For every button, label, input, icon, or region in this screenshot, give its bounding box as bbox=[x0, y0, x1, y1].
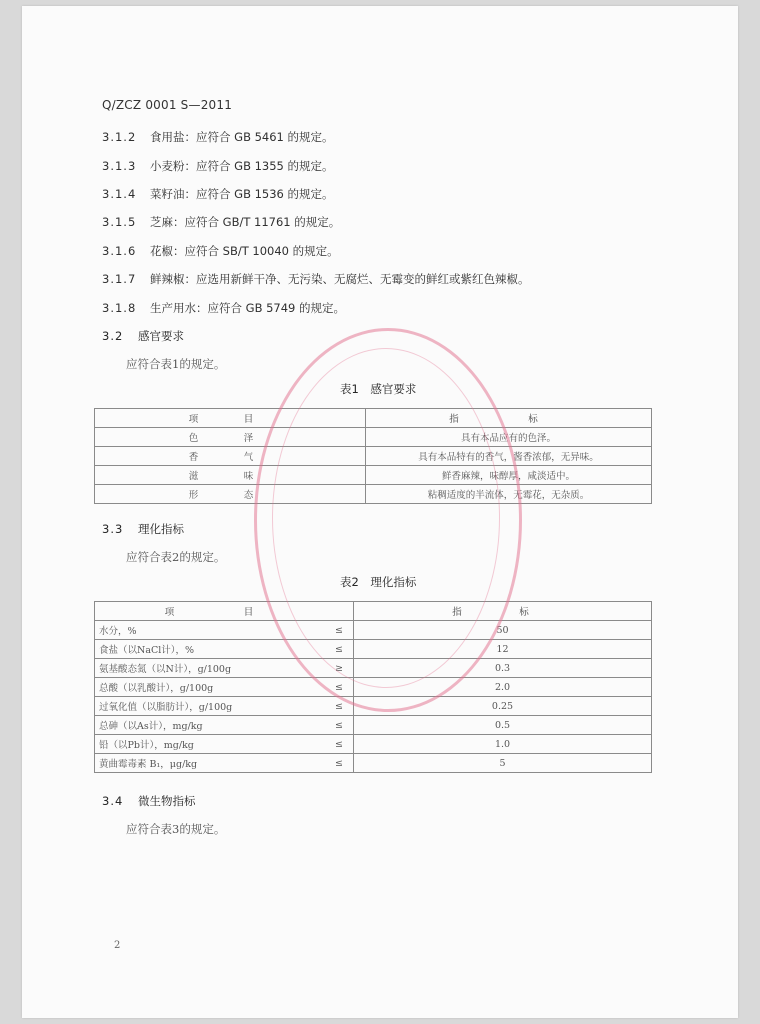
table-cell-value: 5 bbox=[354, 754, 652, 773]
table-cell-item: 食盐（以NaCl计），% bbox=[95, 640, 326, 659]
section-title: 感官要求 bbox=[138, 329, 184, 343]
clause-3-1-5 bbox=[102, 214, 340, 230]
clause-3-1-8 bbox=[102, 300, 345, 316]
table-cell-item: 香 气 bbox=[95, 447, 366, 466]
table-row bbox=[95, 716, 652, 735]
table1-title: 表1 感官要求 bbox=[340, 382, 417, 396]
table-cell-value: 鲜香麻辣，味醇厚，咸淡适中。 bbox=[366, 466, 652, 485]
clause-3-1-3 bbox=[102, 158, 334, 174]
page-number: 2 bbox=[114, 940, 121, 951]
table-cell-operator: ≤ bbox=[325, 754, 354, 773]
clause-number: 3.1.2 bbox=[102, 130, 137, 144]
table-header-item: 项 目 bbox=[95, 409, 366, 428]
clause-number: 3.1.7 bbox=[102, 272, 137, 286]
table-row bbox=[95, 428, 652, 447]
section-title: 微生物指标 bbox=[138, 794, 196, 808]
table-row bbox=[95, 466, 652, 485]
clause-text: 食用盐：应符合 GB 5461 的规定。 bbox=[150, 130, 334, 144]
table-row bbox=[95, 659, 652, 678]
table-header-row bbox=[95, 602, 652, 621]
table-cell-value: 50 bbox=[354, 621, 652, 640]
section-number: 3.4 bbox=[102, 794, 124, 808]
table-header-row bbox=[95, 409, 652, 428]
clause-text: 花椒：应符合 SB/T 10040 的规定。 bbox=[150, 244, 339, 258]
clause-number: 3.1.4 bbox=[102, 187, 137, 201]
clause-3-1-7 bbox=[102, 271, 530, 287]
clause-3-1-4 bbox=[102, 186, 334, 202]
table-row bbox=[95, 485, 652, 504]
table2-title: 表2 理化指标 bbox=[340, 575, 417, 589]
table-cell-value: 2.0 bbox=[354, 678, 652, 697]
table-row bbox=[95, 640, 652, 659]
clause-text: 鲜辣椒：应选用新鲜干净、无污染、无腐烂、无霉变的鲜红或紫红色辣椒。 bbox=[150, 272, 530, 286]
table-cell-value: 粘稠适度的半流体，无霉花，无杂质。 bbox=[366, 485, 652, 504]
sensory-requirements-table bbox=[94, 408, 652, 504]
table-cell-operator: ≤ bbox=[325, 678, 354, 697]
table-cell-item: 总砷（以As计），mg/kg bbox=[95, 716, 326, 735]
section-number: 3.3 bbox=[102, 522, 124, 536]
section-number: 3.2 bbox=[102, 329, 124, 343]
table-cell-item: 色 泽 bbox=[95, 428, 366, 447]
table-cell-value: 具有本品特有的香气，酱香浓郁，无异味。 bbox=[366, 447, 652, 466]
table-row bbox=[95, 697, 652, 716]
table-cell-value: 0.5 bbox=[354, 716, 652, 735]
table-cell-item: 总酸（以乳酸计），g/100g bbox=[95, 678, 326, 697]
section-text-3-4: 应符合表3的规定。 bbox=[126, 822, 226, 836]
clause-number: 3.1.3 bbox=[102, 159, 137, 173]
table-row bbox=[95, 447, 652, 466]
clause-3-1-6 bbox=[102, 243, 339, 259]
table-cell-item: 滋 味 bbox=[95, 466, 366, 485]
section-heading-3-3 bbox=[102, 521, 184, 537]
clause-text: 生产用水：应符合 GB 5749 的规定。 bbox=[150, 301, 346, 315]
clause-number: 3.1.6 bbox=[102, 244, 137, 258]
section-text-3-3: 应符合表2的规定。 bbox=[126, 550, 226, 564]
section-heading-3-2 bbox=[102, 328, 184, 344]
clause-number: 3.1.5 bbox=[102, 215, 137, 229]
clause-number: 3.1.8 bbox=[102, 301, 137, 315]
table-cell-value: 0.25 bbox=[354, 697, 652, 716]
table-cell-value: 0.3 bbox=[354, 659, 652, 678]
table-cell-item: 水分，% bbox=[95, 621, 326, 640]
table-row bbox=[95, 754, 652, 773]
table-cell-operator: ≤ bbox=[325, 697, 354, 716]
table-row bbox=[95, 735, 652, 754]
table-cell-item: 黄曲霉毒素 B₁，μg/kg bbox=[95, 754, 326, 773]
clause-text: 小麦粉：应符合 GB 1355 的规定。 bbox=[150, 159, 334, 173]
section-text-3-2: 应符合表1的规定。 bbox=[126, 357, 226, 371]
table-cell-operator: ≤ bbox=[325, 716, 354, 735]
table-header-indicator: 指 标 bbox=[366, 409, 652, 428]
table-cell-item: 过氧化值（以脂肪计），g/100g bbox=[95, 697, 326, 716]
table-cell-item: 铅（以Pb计），mg/kg bbox=[95, 735, 326, 754]
table-cell-operator: ≤ bbox=[325, 640, 354, 659]
table-cell-operator: ≤ bbox=[325, 735, 354, 754]
table-cell-operator: ≤ bbox=[325, 621, 354, 640]
clause-3-1-2 bbox=[102, 129, 334, 145]
table-cell-operator: ≥ bbox=[325, 659, 354, 678]
physicochemical-indicators-table bbox=[94, 601, 652, 773]
section-heading-3-4 bbox=[102, 793, 196, 809]
table-cell-value: 12 bbox=[354, 640, 652, 659]
table-cell-item: 形 态 bbox=[95, 485, 366, 504]
clause-text: 菜籽油：应符合 GB 1536 的规定。 bbox=[150, 187, 334, 201]
table-row bbox=[95, 621, 652, 640]
table-header-indicator: 指 标 bbox=[354, 602, 652, 621]
table-cell-item: 氨基酸态氮（以N计），g/100g bbox=[95, 659, 326, 678]
table-header-item: 项 目 bbox=[95, 602, 354, 621]
clause-text: 芝麻：应符合 GB/T 11761 的规定。 bbox=[150, 215, 341, 229]
table-cell-value: 具有本品应有的色泽。 bbox=[366, 428, 652, 447]
document-page bbox=[22, 6, 738, 1018]
document-code: Q/ZCZ 0001 S—2011 bbox=[102, 98, 233, 112]
table-row bbox=[95, 678, 652, 697]
section-title: 理化指标 bbox=[138, 522, 184, 536]
table-cell-value: 1.0 bbox=[354, 735, 652, 754]
